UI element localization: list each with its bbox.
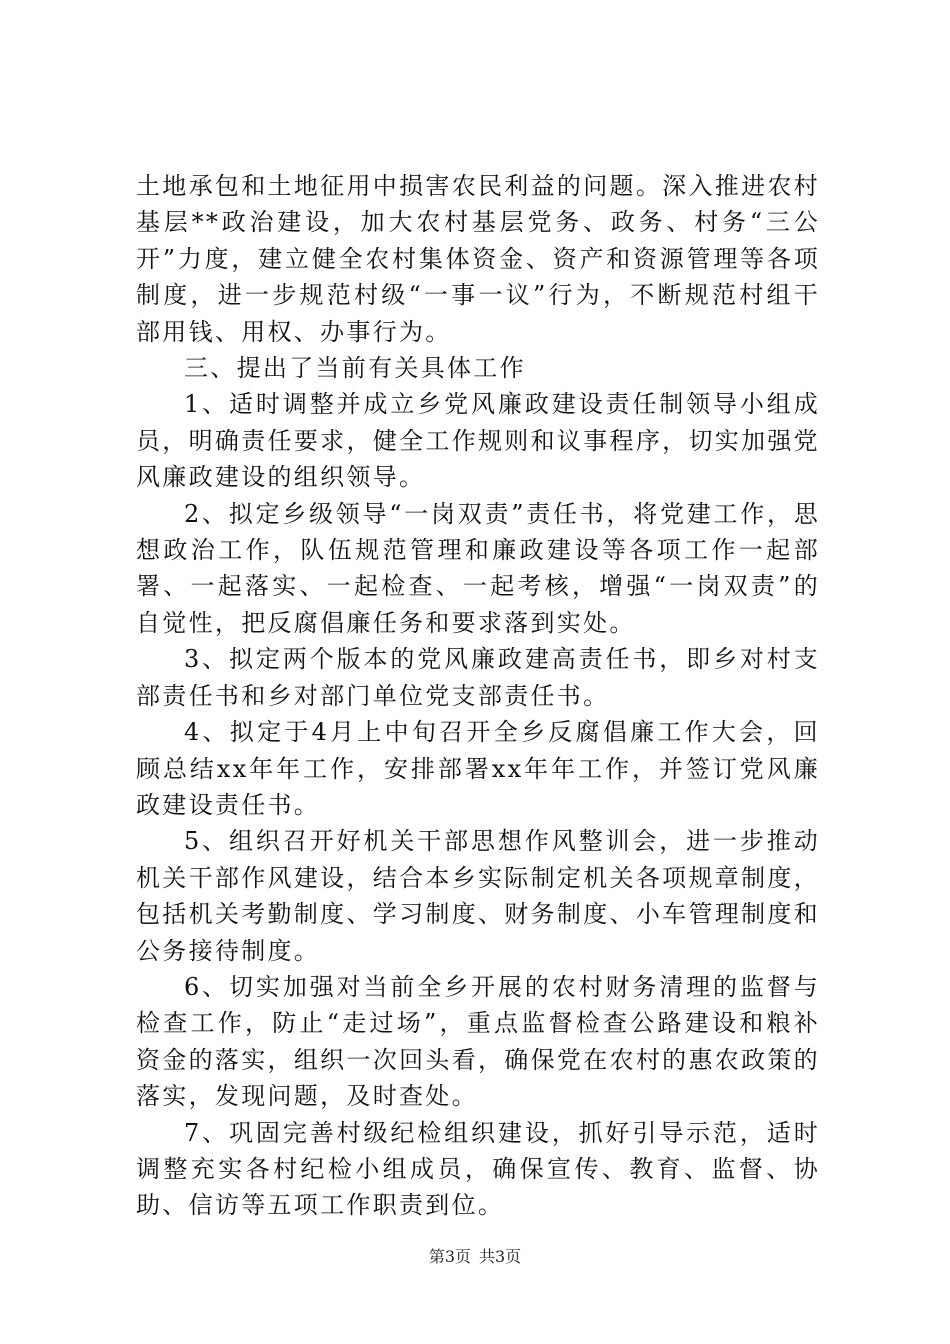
list-item: 3、拟定两个版本的党风廉政建高责任书，即乡对村支部责任书和乡对部门单位党支部责任书。	[136, 645, 820, 710]
document-body	[136, 168, 820, 1224]
list-item: 1、适时调整并成立乡党风廉政建设责任制领导小组成员，明确责任要求，健全工作规则和议事程序，切实加强党风廉政建设的组织领导。	[136, 390, 820, 492]
list-item: 5、组织召开好机关干部思想作风整训会，进一步推动机关干部作风建设，结合本乡实际制定机关各项规章制度，包括机关考勤制度、学习制度、财务制度、小车管理制度和公务接待制度。	[136, 827, 820, 965]
list-item: 4、拟定于4月上中旬召开全乡反腐倡廉工作大会，回顾总结xx年年工作，安排部署xx年年工作，并签订党风廉政建设责任书。	[136, 718, 820, 819]
paragraph-continuation: 土地承包和土地征用中损害农民利益的问题。深入推进农村基层**政治建设，加大农村基层党务、政务、村务“三公开”力度，建立健全农村集体资金、资产和资源管理等各项制度，进一步规范村级“一事一议”行为，不断规范村组干部用钱、用权、办事行为。	[136, 172, 820, 346]
list-item: 6、切实加强对当前全乡开展的农村财务清理的监督与检查工作，防止“走过场”，重点监督检查公路建设和粮补资金的落实，组织一次回头看，确保党在农村的惠农政策的落实，发现问题，及时查处。	[136, 972, 820, 1111]
section-heading: 三、提出了当前有关具体工作	[184, 354, 526, 383]
page-number-current: 第3页	[428, 1247, 471, 1266]
page-number-total: 共3页	[479, 1247, 522, 1266]
list-item: 7、巩固完善村级纪检组织建设，抓好引导示范，适时调整充实各村纪检小组成员，确保宣传、教育、监督、协助、信访等五项工作职责到位。	[136, 1118, 820, 1220]
list-item: 2、拟定乡级领导“一岗双责”责任书，将党建工作，思想政治工作，队伍规范管理和廉政建设等各项工作一起部署、一起落实、一起检查、一起考核，增强“一岗双责”的自觉性，把反腐倡廉任务和要求落到实处。	[136, 499, 820, 637]
page-footer	[0, 1247, 950, 1267]
